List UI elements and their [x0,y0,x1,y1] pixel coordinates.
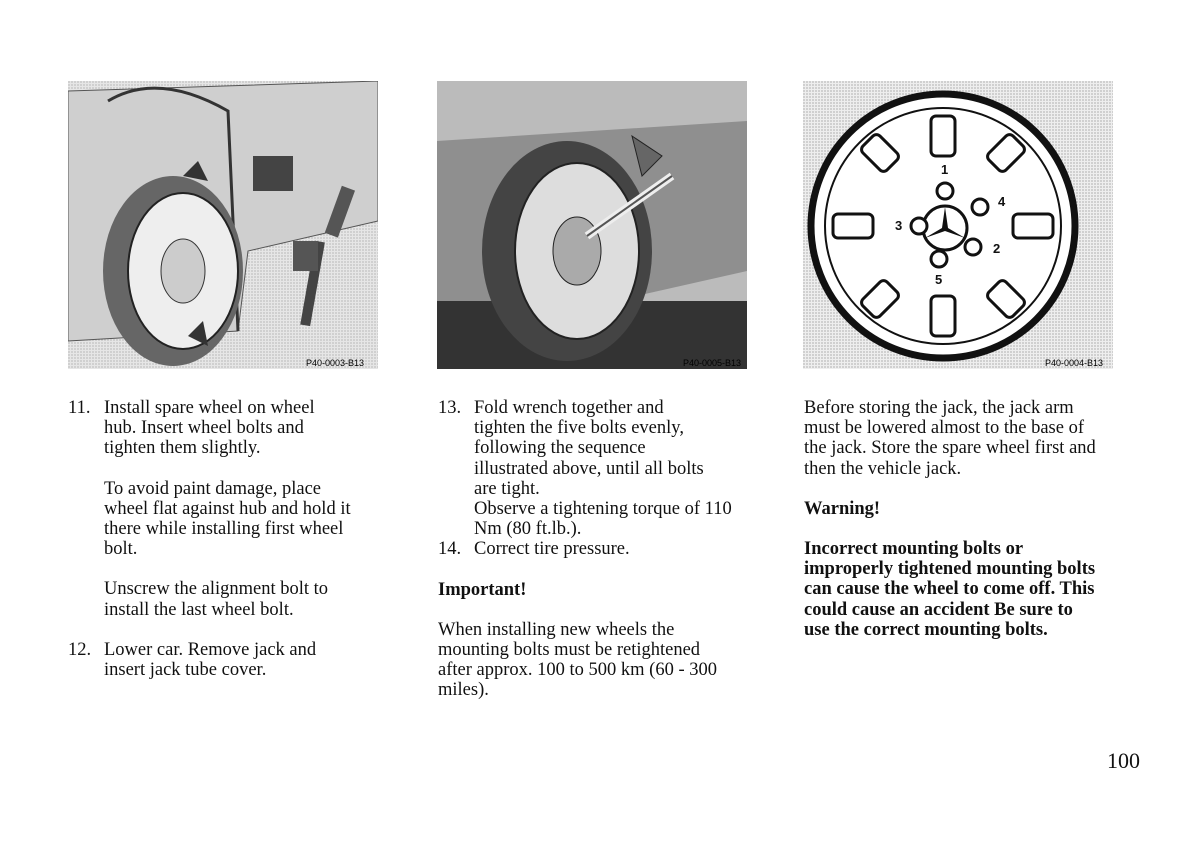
step-12 [68,640,388,680]
step-11 [68,398,388,459]
warning-line: could cause an accident Be sure to [804,599,1073,620]
warning-line: can cause the wheel to come off. This [804,579,1095,600]
step-text: insert jack tube cover. [104,660,267,681]
wheel-jack-illustration [68,81,378,369]
figure-code: P40-0004-B13 [1045,358,1104,368]
step-13 [438,398,768,539]
step-text: are tight. [474,478,540,499]
step-number: 13. [438,398,462,418]
important-text [438,620,768,701]
note-text: install the last wheel bolt. [104,599,294,620]
important-line: mounting bolts must be retightened [438,640,701,661]
warning-heading: Warning! [804,498,881,519]
step-text: Install spare wheel on wheel [104,398,315,418]
warning-line: use the correct mounting bolts. [804,619,1048,640]
note-text: Unscrew the alignment bolt to [104,579,329,600]
note-text: bolt. [104,539,138,560]
figure-bolt-sequence [803,81,1113,369]
step-text: Fold wrench together and [474,398,664,418]
important-line: after approx. 100 to 500 km (60 - 300 [438,660,717,681]
paragraph-line: must be lowered almost to the base of [804,418,1085,439]
note-text: there while installing first wheel [104,519,344,540]
figure-code: P40-0003-B13 [306,358,365,368]
important-heading: Important! [438,579,527,600]
step-number: 14. [438,539,462,560]
wrench-wheel-illustration [437,81,747,369]
column-2 [438,398,768,701]
bolt-number-5: 5 [935,272,943,287]
bolt-number-1: 1 [941,162,949,177]
step-text: following the sequence [474,438,646,459]
step-text: tighten the five bolts evenly, [474,418,684,439]
bolt-number-4: 4 [998,194,1006,209]
step-text: tighten them slightly. [104,438,261,459]
paragraph-line: the jack. Store the spare wheel first and [804,438,1096,459]
note-text: To avoid paint damage, place [104,478,322,499]
column-3 [804,398,1134,640]
figure-tighten-bolts [437,81,747,369]
figure-install-wheel [68,81,378,369]
important-line: When installing new wheels the [438,619,675,640]
bolt-number-2: 2 [993,241,1001,256]
jack-storage-text [804,398,1134,479]
step-text: Observe a tightening torque of 110 [474,499,732,520]
column-1 [68,398,388,680]
important-line: miles). [438,680,489,701]
step-number: 11. [68,398,91,418]
step-text: Nm (80 ft.lb.). [474,519,582,540]
step-text: hub. Insert wheel bolts and [104,418,304,439]
note-alignment-bolt [68,579,388,619]
step-text: illustrated above, until all bolts [474,458,704,479]
bolt-number-3: 3 [895,218,903,233]
step-number: 12. [68,639,92,660]
paragraph-line: then the vehicle jack. [804,458,962,479]
warning-text [804,539,1134,640]
step-text: Correct tire pressure. [474,539,630,560]
page-number: 100 [1107,748,1140,773]
paragraph-line: Before storing the jack, the jack arm [804,398,1074,418]
note-paint-damage [68,479,388,560]
note-text: wheel flat against hub and hold it [104,498,351,519]
figure-code: P40-0005-B13 [683,358,742,368]
step-14 [438,539,768,559]
warning-line: Incorrect mounting bolts or [804,539,1024,560]
warning-line: improperly tightened mounting bolts [804,559,1096,580]
bolt-sequence-diagram [803,81,1113,369]
step-text: Lower car. Remove jack and [104,639,317,660]
